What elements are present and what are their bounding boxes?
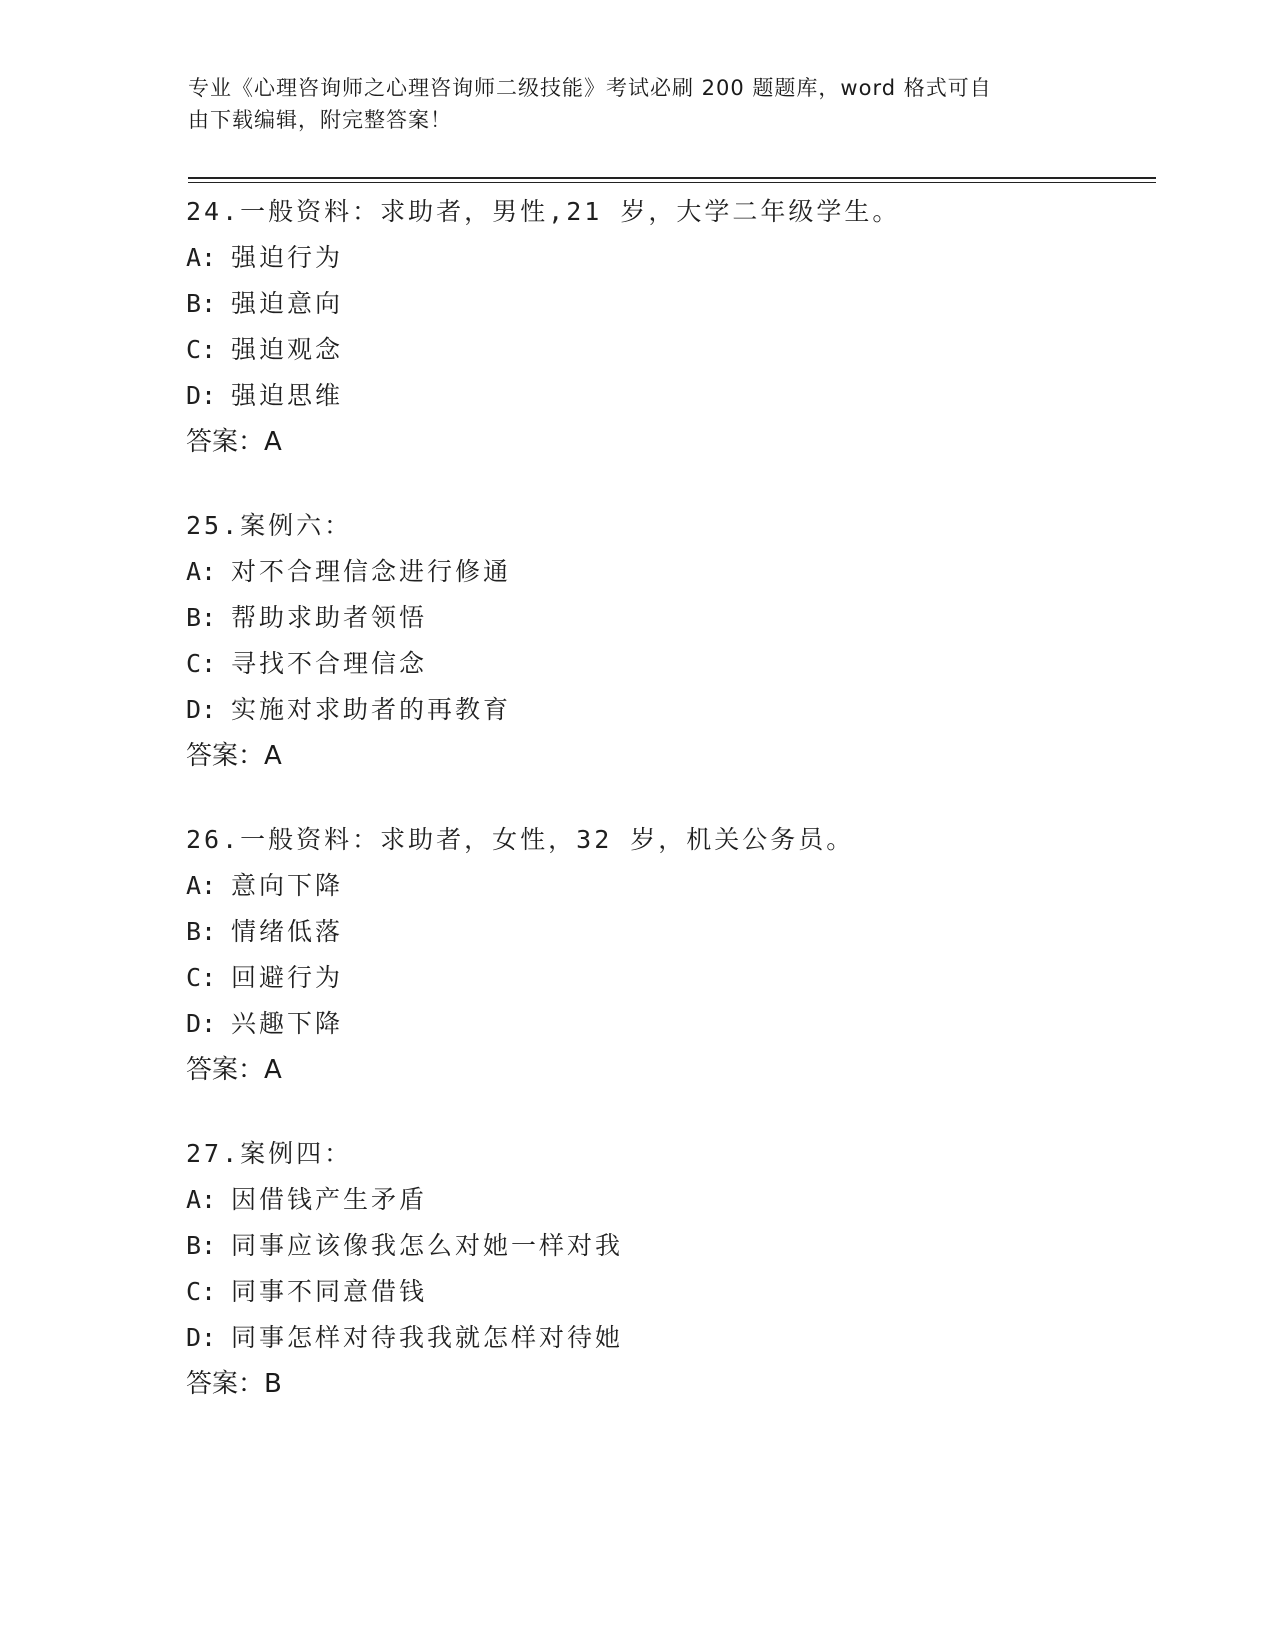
option-a <box>186 235 1146 281</box>
question-stem: 25.案例六： <box>186 511 353 540</box>
option-letter: A: <box>186 243 217 272</box>
option-letter: A: <box>186 1185 217 1214</box>
option-d <box>186 687 1146 733</box>
option-text: 强迫意向 <box>231 289 344 318</box>
option-a <box>186 863 1146 909</box>
answer-line: 答案：A <box>186 427 282 457</box>
option-b <box>186 595 1146 641</box>
question-27 <box>186 1131 1146 1407</box>
option-letter: B: <box>186 1231 217 1260</box>
option-letter: D: <box>186 1009 217 1038</box>
option-text: 情绪低落 <box>231 917 344 946</box>
option-c <box>186 955 1146 1001</box>
option-letter: D: <box>186 1323 217 1352</box>
option-d <box>186 1001 1146 1047</box>
option-text: 同事不同意借钱 <box>231 1277 428 1306</box>
option-letter: B: <box>186 603 217 632</box>
option-a <box>186 549 1146 595</box>
option-text: 对不合理信念进行修通 <box>231 557 512 586</box>
question-stem: 26.一般资料：求助者，女性，32 岁，机关公务员。 <box>186 825 855 854</box>
option-text: 强迫观念 <box>231 335 344 364</box>
option-text: 兴趣下降 <box>231 1009 344 1038</box>
option-b <box>186 909 1146 955</box>
answer-line: 答案：A <box>186 741 282 771</box>
question-stem: 27.案例四： <box>186 1139 353 1168</box>
question-24 <box>186 189 1146 465</box>
option-text: 强迫思维 <box>231 381 344 410</box>
option-d <box>186 1315 1146 1361</box>
answer-line: 答案：A <box>186 1055 282 1085</box>
document-header <box>188 72 1068 136</box>
option-text: 帮助求助者领悟 <box>231 603 428 632</box>
question-25 <box>186 503 1146 779</box>
option-text: 意向下降 <box>231 871 344 900</box>
header-divider-thin <box>188 182 1156 183</box>
option-d <box>186 373 1146 419</box>
option-text: 同事应该像我怎么对她一样对我 <box>231 1231 624 1260</box>
option-letter: A: <box>186 557 217 586</box>
option-text: 寻找不合理信念 <box>231 649 428 678</box>
option-text: 同事怎样对待我我就怎样对待她 <box>231 1323 624 1352</box>
option-text: 因借钱产生矛盾 <box>231 1185 428 1214</box>
option-letter: C: <box>186 335 217 364</box>
option-letter: B: <box>186 289 217 318</box>
question-stem: 24.一般资料：求助者，男性,21 岁，大学二年级学生。 <box>186 197 901 226</box>
header-line-1: 专业《心理咨询师之心理咨询师二级技能》考试必刷 200 题题库，word 格式可自 <box>188 76 992 100</box>
option-letter: C: <box>186 649 217 678</box>
option-letter: D: <box>186 695 217 724</box>
question-list <box>186 189 1146 1445</box>
question-26 <box>186 817 1146 1093</box>
option-letter: B: <box>186 917 217 946</box>
option-letter: C: <box>186 1277 217 1306</box>
option-letter: C: <box>186 963 217 992</box>
option-b <box>186 1223 1146 1269</box>
option-c <box>186 641 1146 687</box>
option-c <box>186 327 1146 373</box>
answer-line: 答案：B <box>186 1369 282 1399</box>
header-line-2: 由下载编辑，附完整答案！ <box>188 108 452 132</box>
option-c <box>186 1269 1146 1315</box>
option-text: 回避行为 <box>231 963 344 992</box>
option-a <box>186 1177 1146 1223</box>
option-text: 强迫行为 <box>231 243 344 272</box>
option-letter: D: <box>186 381 217 410</box>
option-text: 实施对求助者的再教育 <box>231 695 512 724</box>
option-b <box>186 281 1146 327</box>
option-letter: A: <box>186 871 217 900</box>
header-divider-thick <box>188 177 1156 179</box>
